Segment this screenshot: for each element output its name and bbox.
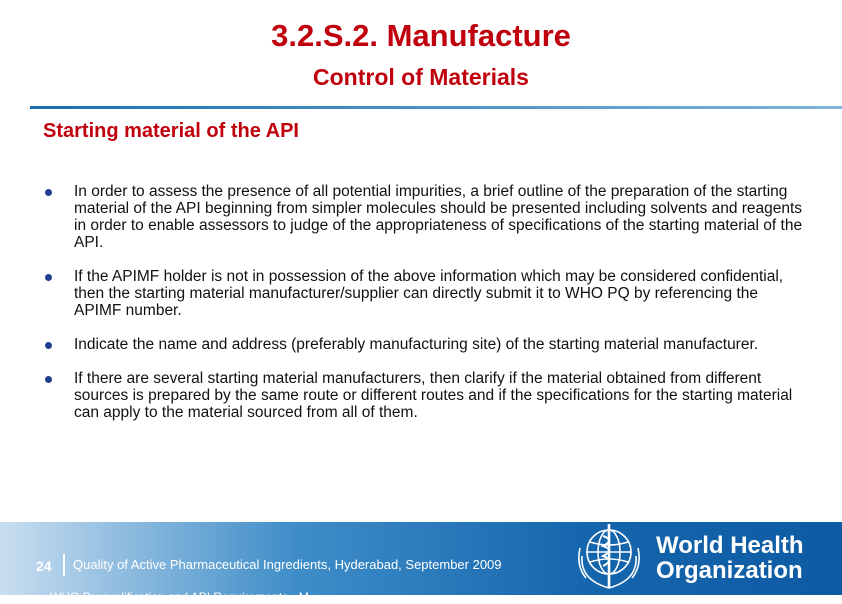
footer-text-cutoff: WHO Prequalification and API Requirements - M (50, 590, 309, 604)
bullet-item (45, 268, 805, 319)
title-divider (30, 106, 842, 109)
bullet-text: If there are several starting material manufacturers, then clarify if the material obtained from different sources is prepared by the same route or different routes and if the specifications for the starting material can apply to the material sourced from all of them. (74, 370, 793, 421)
page-number: 24 (36, 558, 52, 574)
who-emblem-icon (572, 522, 646, 595)
who-logo-line2: Organization (656, 557, 803, 584)
bullet-item (45, 370, 805, 421)
bullet-item (45, 183, 805, 251)
footer-text: Quality of Active Pharmaceutical Ingredients, Hyderabad, September 2009 (73, 557, 502, 572)
bullet-dot-icon (45, 189, 52, 196)
footer-bar (0, 522, 842, 604)
bullet-dot-icon (45, 376, 52, 383)
slide-title: 3.2.S.2. Manufacture (271, 18, 571, 53)
footer-separator (63, 554, 65, 576)
bullet-text: Indicate the name and address (preferably manufacturing site) of the starting material manufacturer. (74, 336, 759, 353)
who-logo-line1: World Health (656, 532, 804, 559)
bullet-text: If the APIMF holder is not in possession of the above information which may be considered confidential, then the starting material manufacturer/supplier can directly submit it to WHO PQ by referencing the APIMF number. (74, 268, 784, 319)
bullet-list (45, 183, 805, 421)
who-logo-text (656, 533, 804, 583)
slide-subtitle: Control of Materials (313, 64, 529, 90)
bullet-dot-icon (45, 274, 52, 281)
section-heading: Starting material of the API (43, 120, 299, 142)
bullet-text: In order to assess the presence of all potential impurities, a brief outline of the preparation of the starting material of the API beginning from simpler molecules should be presented including solvents and reagents in order to enable assessors to judge of the appropriateness of specifications of the starting material of the API. (74, 183, 803, 251)
bullet-dot-icon (45, 342, 52, 349)
bullet-item (45, 336, 805, 353)
